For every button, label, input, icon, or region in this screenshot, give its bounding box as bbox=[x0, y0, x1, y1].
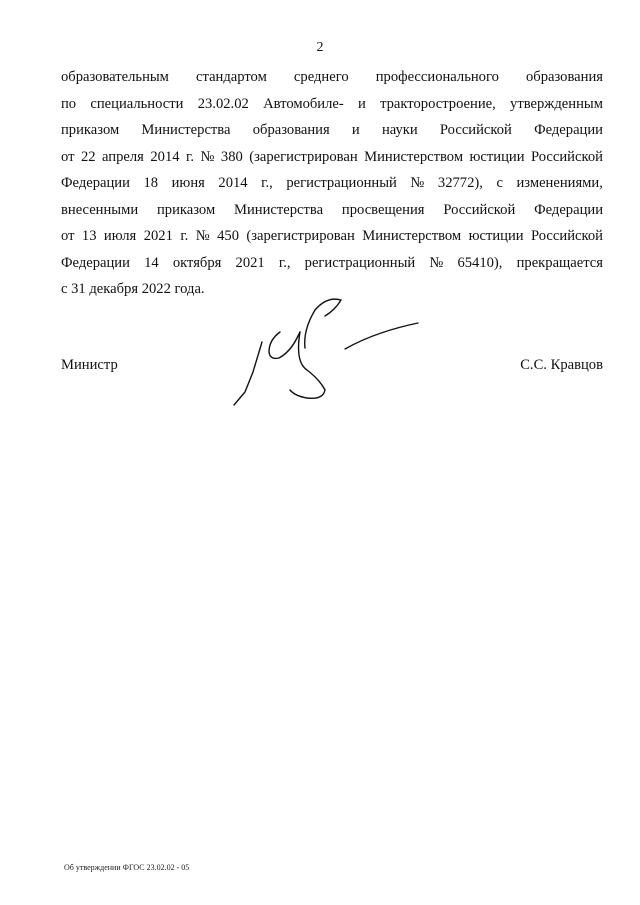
word: 18 bbox=[143, 175, 159, 191]
minister-name: С.С. Кравцов bbox=[520, 357, 603, 373]
word: стандартом bbox=[196, 69, 267, 85]
word: с 31 декабря 2022 года. bbox=[61, 281, 205, 297]
signature-block bbox=[61, 352, 603, 382]
word: Российской bbox=[531, 148, 603, 165]
text-line bbox=[61, 250, 603, 277]
word: от bbox=[61, 148, 75, 165]
word: регистрационный bbox=[286, 175, 397, 191]
word: прекращается bbox=[516, 254, 603, 271]
document-footer: Об утверждении ФГОС 23.02.02 - 05 bbox=[64, 863, 190, 872]
word: среднего bbox=[293, 69, 349, 85]
word: и bbox=[351, 122, 360, 138]
word: внесенными bbox=[61, 201, 139, 218]
word: Автомобиле- bbox=[263, 95, 344, 112]
text-line bbox=[61, 197, 603, 224]
word: приказом bbox=[156, 201, 216, 218]
word: июня bbox=[171, 175, 205, 191]
page-number: 2 bbox=[316, 40, 324, 55]
word: изменениями, bbox=[516, 175, 603, 191]
word: 2014 bbox=[150, 148, 180, 165]
word: специальности bbox=[90, 95, 184, 112]
word: Российской bbox=[531, 228, 603, 244]
word: Министерства bbox=[141, 122, 231, 138]
word: 450 bbox=[217, 228, 239, 244]
word: 14 bbox=[144, 254, 159, 271]
word: г. bbox=[180, 228, 189, 244]
word: от bbox=[61, 228, 75, 244]
word: просвещения bbox=[341, 201, 425, 218]
word: г., bbox=[261, 175, 273, 191]
word: Министерством bbox=[362, 228, 462, 244]
word: 2021 bbox=[143, 228, 173, 244]
word: юстиции bbox=[469, 148, 525, 165]
word: Федерации bbox=[61, 254, 130, 271]
word: Федерации bbox=[61, 175, 130, 191]
text-line bbox=[61, 91, 603, 118]
word: тракторостроение, bbox=[380, 95, 496, 112]
word: образования bbox=[252, 122, 330, 138]
word: по bbox=[61, 95, 77, 112]
minister-title: Министр bbox=[61, 357, 118, 373]
word: 2014 bbox=[218, 175, 248, 191]
text-line bbox=[61, 170, 603, 197]
word: профессионального bbox=[375, 69, 499, 85]
word: 13 bbox=[81, 228, 97, 244]
word: науки bbox=[381, 122, 418, 138]
word: Федерации bbox=[534, 122, 603, 138]
word: апреля bbox=[102, 148, 144, 165]
text-line bbox=[61, 223, 603, 250]
word: 65410), bbox=[457, 254, 503, 271]
word: октября bbox=[172, 254, 222, 271]
word: (зарегистрирован bbox=[246, 228, 355, 244]
word: г. bbox=[186, 148, 195, 165]
word: Федерации bbox=[534, 201, 603, 218]
word: Министерства bbox=[234, 201, 324, 218]
word: № bbox=[195, 228, 210, 244]
word: Российской bbox=[439, 122, 512, 138]
text-line bbox=[61, 144, 603, 171]
word: № bbox=[429, 254, 444, 271]
word: 22 bbox=[80, 148, 96, 165]
word: июля bbox=[103, 228, 137, 244]
word: юстиции bbox=[468, 228, 524, 244]
word: № bbox=[200, 148, 215, 165]
word: г., bbox=[278, 254, 291, 271]
word: 23.02.02 bbox=[197, 95, 249, 112]
word: 2021 bbox=[235, 254, 265, 271]
text-line bbox=[61, 64, 603, 91]
word: 32772), bbox=[437, 175, 483, 191]
word: Российской bbox=[443, 201, 516, 218]
word: образовательным bbox=[61, 69, 169, 85]
text-line bbox=[61, 117, 603, 144]
body-text bbox=[61, 64, 603, 303]
word: Министерством bbox=[364, 148, 464, 165]
word: приказом bbox=[61, 122, 120, 138]
word: утвержденным bbox=[510, 95, 603, 112]
word: и bbox=[358, 95, 366, 112]
word: образования bbox=[526, 69, 603, 85]
word: № bbox=[410, 175, 425, 191]
word: регистрационный bbox=[304, 254, 416, 271]
word: (зарегистрирован bbox=[249, 148, 358, 165]
word: 380 bbox=[220, 148, 243, 165]
word: с bbox=[496, 175, 503, 191]
